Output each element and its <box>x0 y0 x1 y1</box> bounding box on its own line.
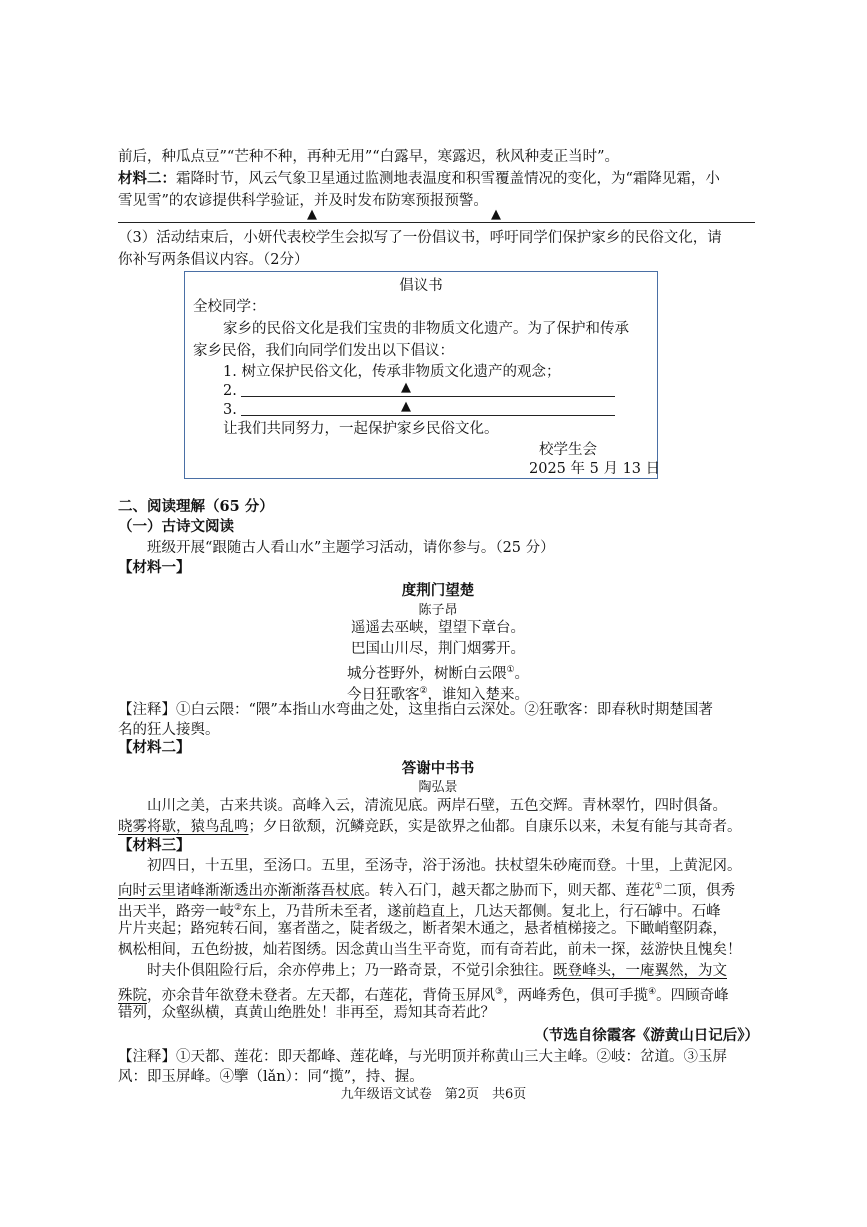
diary-line3-a: 出天半，路旁一岐 <box>118 903 234 920</box>
material1-note2: 名的狂人接舆。 <box>118 722 220 738</box>
poem-line4-text: 今日狂歌客 <box>346 686 420 703</box>
diary-line4: 片片夹起；路宛转石间，塞者凿之，陡者级之，断者架木通之，悬者植梯接之。下瞰峭壑阴森， <box>118 921 727 937</box>
proposal-signer: 校学生会 <box>539 442 597 458</box>
diary-underlined-1: 向时云里诸峰渐渐透出亦渐渐落吾杖底 <box>118 882 365 899</box>
diary-line6-a: 时夫仆俱阻险行后，余亦停弗上；乃一路奇景，不觉引余独往。 <box>147 963 553 979</box>
poem-line1: 遥遥去巫峡，望望下章台。 <box>351 620 525 636</box>
material2-line2: 雪见雪”的农谚提供科学验证，并及时发布防寒预报预警。 <box>118 193 488 209</box>
diary-line7-b: ，两峰秀色，俱可手揽 <box>503 987 649 1004</box>
proposal-item2-number: 2. <box>223 383 237 399</box>
diary-line2-b: 二顶，俱秀 <box>662 882 736 899</box>
diary-note-marker-3: ③ <box>495 987 504 997</box>
diary-note-marker-4: ④ <box>648 987 657 997</box>
proposal-title: 倡议书 <box>399 278 443 294</box>
proposal-body2: 家乡民俗，我们向同学们发出以下倡议： <box>193 343 454 359</box>
material3-note2: 风：即玉屏峰。④擥（lǎn）：同“揽”，持、握。 <box>118 1069 424 1085</box>
note-marker-1: ① <box>506 665 515 675</box>
material3-note1: 【注释】①天都、莲花：即天都峰、莲花峰，与光明顶并称黄山三大主峰。②岐：岔道。③玉屏 <box>118 1049 727 1065</box>
diary-line3-b: 东上，乃昔所未至者，遂前趋直上，几达天都侧。复北上，行石罅中。石峰 <box>242 903 721 920</box>
diary-underlined-2a: 既登峰头，一庵翼然，为文 <box>553 963 727 979</box>
poem-line3-text: 城分苍野外，树断白云隈 <box>346 665 507 682</box>
poem-line3-end: 。 <box>514 665 530 682</box>
material1-note1: 【注释】①白云隈：“隈”本指山水弯曲之处，这里指白云深处。②狂歌客：即春秋时期楚国著 <box>118 702 713 718</box>
proposal-item1: 1. 树立保护民俗文化，传承非物质文化遗产的观念； <box>223 364 561 380</box>
diary-line7-a: ，亦余昔年欲登未登者。左天都，右莲花，背倚玉屏风 <box>147 987 495 1004</box>
proposal-item2-blank[interactable] <box>241 396 615 397</box>
blank-marker-1: ▲ <box>307 207 317 222</box>
section2-intro: 班级开展“跟随古人看山水”主题学习活动，请你参与。（25 分） <box>147 540 555 556</box>
proverb-line: 前后，种瓜点豆”“芒种不种，再种无用”“白露早，寒露迟，秋风种麦正当时”。 <box>118 149 620 165</box>
essay-line1: 山川之美，古来共谈。高峰入云，清流见底。两岸石壁，五色交辉。青林翠竹，四时俱备。 <box>147 798 727 814</box>
proposal-item3-number: 3. <box>223 402 237 418</box>
proposal-closing: 让我们共同努力，一起保护家乡民俗文化。 <box>223 421 499 437</box>
proposal-box <box>184 271 661 479</box>
blank-marker-2: ▲ <box>491 207 501 222</box>
essay-underlined-phrase: 晓雾将歇，猿鸟乱鸣 <box>118 819 249 835</box>
essay-title: 答谢中书书 <box>401 760 475 777</box>
diary-line8: 错列，众壑纵横，真黄山绝胜处！非再至，焉知其奇若此？ <box>118 1005 495 1021</box>
proposal-date: 2025 年 5 月 13 日 <box>529 461 661 477</box>
material3-label: 【材料三】 <box>118 837 191 854</box>
poem-title: 度荆门望楚 <box>401 582 475 599</box>
proposal-salutation: 全校同学： <box>193 299 266 315</box>
diary-line2-a: 。转入石门，越天都之胁而下，则天都、莲花 <box>364 882 655 899</box>
page-footer: 九年级语文试卷 第2页 共6页 <box>340 1087 527 1102</box>
essay-author: 陶弘景 <box>418 780 458 795</box>
proposal-body1: 家乡的民俗文化是我们宝贵的非物质文化遗产。为了保护和传承 <box>223 321 629 337</box>
note-marker-2: ② <box>419 686 428 696</box>
answer-blank-line[interactable] <box>118 222 755 223</box>
diary-line5: 枫松相间，五色纷披，灿若图绣。因念黄山当生平奇览，而有奇若此，前未一探，兹游快且愧矣！ <box>118 942 742 958</box>
diary-line1: 初四日，十五里，至汤口。五里，至汤寺，浴于汤池。扶杖望朱砂庵而登。十里，上黄泥冈。 <box>147 858 742 874</box>
diary-line6 <box>118 960 787 982</box>
poem-line4-end: ，谁知入楚来。 <box>427 686 530 703</box>
question3-line1: （3）活动结束后，小妍代表校学生会拟写了一份倡议书，呼吁同学们保护家乡的民俗文化，请 <box>118 230 722 246</box>
diary-underlined-2b: 殊院 <box>118 987 147 1004</box>
essay-line2-rest: ；夕日欲颓，沉鳞竞跃，实是欲界之仙都。自康乐以来，未复有能与其奇者。 <box>248 819 742 835</box>
material2-line1 <box>118 168 758 190</box>
section2-heading: 二、阅读理解（65 分） <box>118 498 274 515</box>
diary-line7-c: 。四顾奇峰 <box>656 987 729 1004</box>
material2b-label: 【材料二】 <box>118 739 191 756</box>
proposal-item3-blank[interactable] <box>241 415 615 416</box>
proposal-item3-marker: ▲ <box>401 399 411 414</box>
material2-label: 材料二： <box>118 170 176 187</box>
proposal-item2-marker: ▲ <box>401 380 411 395</box>
material2-text1: 霜降时节，风云气象卫星通过监测地表温度和积雪覆盖情况的变化，为“霜降见霜，小 <box>176 171 720 187</box>
diary-note-marker-2: ② <box>234 903 243 913</box>
diary-note-marker-1: ① <box>654 882 663 892</box>
poem-line2: 巴国山川尽，荆门烟雾开。 <box>351 641 525 657</box>
question3-line2: 你补写两条倡议内容。（2分） <box>118 252 309 268</box>
section2-sub1: （一）古诗文阅读 <box>118 518 234 535</box>
material1-label: 【材料一】 <box>118 559 191 576</box>
poem-author: 陈子昂 <box>418 603 458 618</box>
diary-source: （节选自徐霞客《游黄山日记后》） <box>534 1027 759 1044</box>
